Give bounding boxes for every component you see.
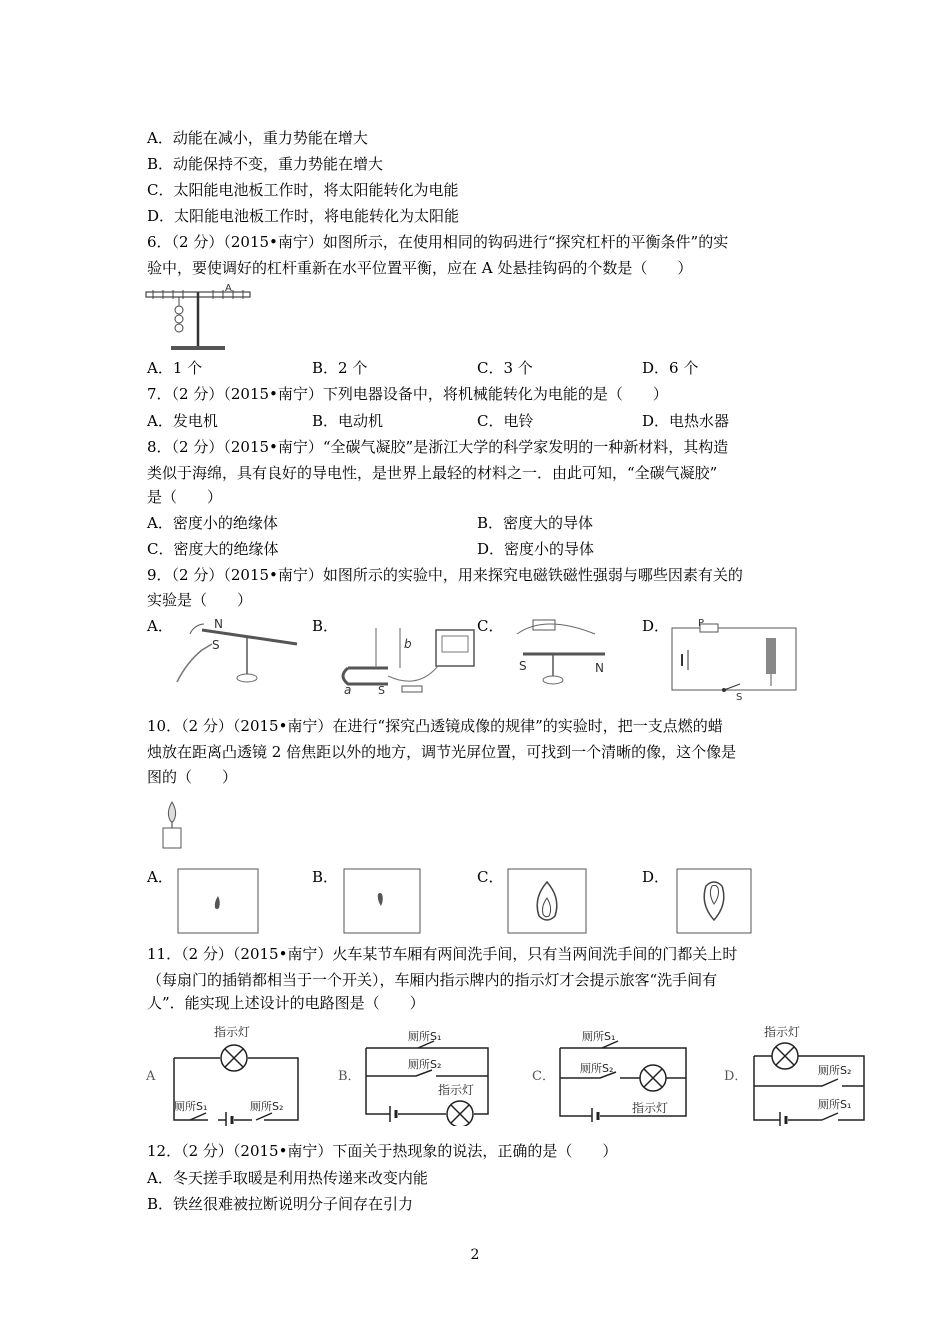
image-option-b xyxy=(343,868,421,934)
circuit-b xyxy=(362,1026,492,1126)
q10-option-c-label: C． xyxy=(477,868,504,886)
q9-b-a-label: a xyxy=(344,683,352,697)
image-option-d xyxy=(676,868,752,934)
circuit-b-s1-label: 厕所S₁ xyxy=(408,1030,442,1043)
q7-option-b: B．电动机 xyxy=(312,412,384,430)
q8-option-c: C．密度大的绝缘体 xyxy=(147,540,279,558)
q6-option-a: A．1 个 xyxy=(147,359,203,377)
q8-stem-line1: 8．（2 分）（2015•南宁）“全碳气凝胶”是浙江大学的科学家发明的一种新材料，其构造 xyxy=(147,438,729,456)
page-number: 2 xyxy=(470,1247,480,1263)
q6-option-c: C．3 个 xyxy=(477,359,533,377)
q11-option-d-label: D． xyxy=(724,1069,748,1084)
q11-stem-line2: （每扇门的插销都相当于一个开关），车厢内指示牌内的指示灯才会提示旅客“洗手间有 xyxy=(147,971,718,989)
q9-option-c-label: C． xyxy=(477,617,504,635)
lever-point-a-label: A xyxy=(225,283,232,294)
q11-stem-line3: 人”．能实现上述设计的电路图是（ ） xyxy=(147,994,425,1012)
circuit-b-s2-label: 厕所S₂ xyxy=(408,1058,442,1071)
q8-option-b: B．密度大的导体 xyxy=(477,514,594,532)
q5-option-a: A．动能在减小，重力势能在增大 xyxy=(147,129,368,147)
candle-figure xyxy=(158,798,186,850)
q9-figure-b xyxy=(338,620,478,698)
lever-figure xyxy=(143,282,255,354)
circuit-c-lamp-label: 指示灯 xyxy=(632,1101,669,1115)
q11-option-b-label: B． xyxy=(338,1069,361,1084)
q7-option-a: A．发电机 xyxy=(147,412,218,430)
circuit-c-s1-label: 厕所S₁ xyxy=(582,1030,616,1043)
q8-option-d: D．密度小的导体 xyxy=(477,540,595,558)
circuit-b-lamp-label: 指示灯 xyxy=(438,1083,475,1097)
q12-stem: 12．（2 分）（2015•南宁）下面关于热现象的说法，正确的是（ ） xyxy=(147,1142,618,1160)
q7-option-c: C．电铃 xyxy=(477,412,534,430)
q9-stem-line1: 9．（2 分）（2015•南宁）如图所示的实验中，用来探究电磁铁磁性强弱与哪些因素有关的 xyxy=(147,566,743,584)
circuit-c xyxy=(556,1026,690,1122)
q10-stem-line1: 10．（2 分）（2015•南宁）在进行“探究凸透镜成像的规律”的实验时，把一支点燃的蜡 xyxy=(147,717,723,735)
q9-a-n-label: N xyxy=(214,617,223,631)
q9-option-a-label: A． xyxy=(147,617,173,635)
q9-a-s-label: S xyxy=(212,638,220,652)
q5-option-d: D．太阳能电池板工作时，将电能转化为太阳能 xyxy=(147,207,460,225)
q6-stem-line2: 验中，要使调好的杠杆重新在水平位置平衡，应在 A 处悬挂钩码的个数是（ ） xyxy=(147,259,693,277)
circuit-d-lamp-label: 指示灯 xyxy=(764,1025,801,1039)
q9-c-s-label: S xyxy=(519,659,527,673)
q9-d-s-label: S xyxy=(736,692,743,700)
q6-option-d: D．6 个 xyxy=(642,359,699,377)
q10-stem-line3: 图的（ ） xyxy=(147,768,238,786)
q5-option-b: B．动能保持不变，重力势能在增大 xyxy=(147,155,384,173)
q8-stem-line2: 类似于海绵，具有良好的导电性，是世界上最轻的材料之一．由此可知，“全碳气凝胶” xyxy=(147,464,718,482)
q7-stem: 7．（2 分）（2015•南宁）下列电器设备中，将机械能转化为电能的是（ ） xyxy=(147,385,668,403)
q9-option-b-label: B． xyxy=(312,617,339,635)
circuit-c-s2-label: 厕所S₂ xyxy=(580,1062,614,1075)
image-option-a xyxy=(177,868,259,934)
q9-option-d-label: D． xyxy=(642,617,670,635)
q6-stem-line1: 6．（2 分）（2015•南宁）如图所示，在使用相同的钩码进行“探究杠杆的平衡条件”的实 xyxy=(147,233,729,251)
q8-option-a: A．密度小的绝缘体 xyxy=(147,514,278,532)
q7-option-d: D．电热水器 xyxy=(642,412,730,430)
q6-option-b: B．2 个 xyxy=(312,359,368,377)
q10-option-d-label: D． xyxy=(642,868,670,886)
q9-b-s-label: S xyxy=(378,684,385,697)
q9-figure-d xyxy=(668,618,800,700)
q10-option-a-label: A． xyxy=(147,868,173,886)
q10-option-b-label: B． xyxy=(312,868,339,886)
image-option-c xyxy=(507,868,587,934)
q9-figure-c xyxy=(505,612,620,690)
q8-stem-line3: 是（ ） xyxy=(147,488,223,506)
q10-stem-line2: 烛放在距离凸透镜 2 倍焦距以外的地方，调节光屏位置，可找到一个清晰的像，这个像是 xyxy=(147,743,737,761)
q11-option-c-label: C． xyxy=(532,1069,555,1084)
q11-stem-line1: 11．（2 分）（2015•南宁）火车某节车厢有两间洗手间，只有当两间洗手间的门都关上时 xyxy=(147,945,738,963)
q5-option-c: C．太阳能电池板工作时，将太阳能转化为电能 xyxy=(147,181,459,199)
circuit-d xyxy=(750,1020,868,1126)
q11-option-a-label: A xyxy=(146,1069,156,1084)
circuit-a-s1-label: 厕所S₁ xyxy=(174,1100,208,1113)
circuit-d-s1-label: 厕所S₁ xyxy=(818,1098,852,1111)
q9-c-n-label: N xyxy=(595,661,604,675)
q12-option-a: A．冬天搓手取暖是利用热传递来改变内能 xyxy=(147,1169,428,1187)
circuit-a xyxy=(168,1020,304,1126)
q9-stem-line2: 实验是（ ） xyxy=(147,591,253,609)
q9-figure-a xyxy=(172,612,307,690)
q12-option-b: B．铁丝很难被拉断说明分子间存在引力 xyxy=(147,1195,414,1213)
circuit-a-s2-label: 厕所S₂ xyxy=(250,1100,284,1113)
circuit-d-s2-label: 厕所S₂ xyxy=(818,1064,852,1077)
q9-d-p-label: P xyxy=(698,618,705,629)
q9-b-b-label: b xyxy=(404,637,412,651)
circuit-a-lamp-label: 指示灯 xyxy=(214,1025,251,1039)
